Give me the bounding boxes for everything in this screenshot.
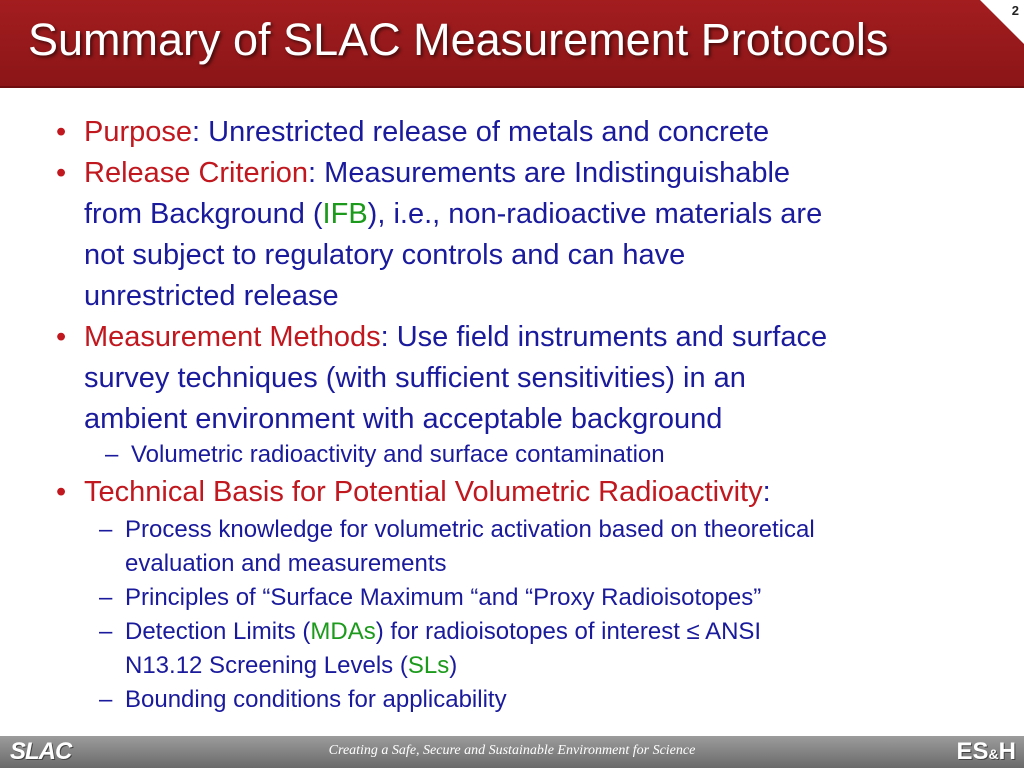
- bullet-icon: •: [56, 321, 67, 353]
- release-line-3: not subject to regulatory controls and can have: [84, 239, 686, 271]
- detection-line-1: [125, 615, 975, 649]
- dash-icon: –: [99, 686, 113, 713]
- sls-abbr: SLs: [407, 652, 450, 679]
- bullet-icon: •: [56, 157, 67, 189]
- detection-line-2: [125, 649, 975, 683]
- purpose-text: Unrestricted release of metals and concrete: [208, 116, 770, 148]
- esh-logo-amp: &: [988, 746, 999, 762]
- ifb-abbr: IFB: [322, 198, 368, 230]
- bullet-measurement-methods: [56, 317, 984, 440]
- purpose-sep: :: [192, 116, 209, 148]
- release-line-2: [84, 194, 984, 235]
- esh-logo-h: H: [998, 738, 1016, 765]
- methods-label: Measurement Methods: [84, 321, 381, 353]
- technical-sub-1-line-2: evaluation and measurements: [125, 550, 447, 577]
- bullet-purpose: [56, 112, 984, 153]
- release-text-2b: ), i.e., non-radioactive materials are: [367, 198, 823, 230]
- detection-text-2b: ): [449, 652, 458, 679]
- sub-bullet-detection-limits: [99, 615, 975, 683]
- sub-bullet-volumetric: [105, 438, 981, 472]
- methods-line-1: [84, 317, 984, 358]
- sub-bullet-principles: [99, 581, 975, 615]
- release-label: Release Criterion: [84, 157, 309, 189]
- methods-line-2: survey techniques (with sufficient sensitivities) in an: [84, 362, 746, 394]
- release-line-4: unrestricted release: [84, 280, 339, 312]
- dash-icon: –: [105, 441, 119, 468]
- bullet-icon: •: [56, 476, 67, 508]
- release-text-1: : Measurements are Indistinguishable: [308, 157, 791, 189]
- slide-title: Summary of SLAC Measurement Protocols: [28, 14, 889, 65]
- technical-colon: :: [762, 476, 771, 508]
- technical-sub-1-line-1: Process knowledge for volumetric activation based on theoretical: [125, 516, 815, 543]
- bullet-release-criterion: [56, 153, 984, 317]
- dash-icon: –: [99, 516, 113, 543]
- footer-bar: [0, 736, 1024, 768]
- detection-text-1b: ) for radioisotopes of interest ≤ ANSI: [375, 618, 762, 645]
- dash-icon: –: [99, 584, 113, 611]
- bullet-technical-basis: [56, 472, 984, 513]
- esh-logo: [957, 738, 1016, 766]
- methods-line-3: ambient environment with acceptable background: [84, 403, 723, 435]
- slac-logo: SLAC: [10, 738, 72, 765]
- purpose-label: Purpose: [84, 116, 193, 148]
- esh-logo-es: ES: [956, 738, 989, 765]
- detection-text-1a: Detection Limits (: [125, 618, 311, 645]
- methods-text-1: : Use field instruments and surface: [380, 321, 828, 353]
- sub-bullet-bounding: [99, 683, 975, 717]
- sub-bullet-process-knowledge: [99, 513, 975, 581]
- technical-label: Technical Basis for Potential Volumetric Radioactivity: [84, 476, 763, 508]
- mdas-abbr: MDAs: [310, 618, 376, 645]
- footer-tagline: Creating a Safe, Secure and Sustainable Environment for Science: [328, 743, 696, 758]
- release-text-2a: from Background (: [84, 198, 323, 230]
- page-number: 2: [1011, 3, 1019, 18]
- title-bar: [0, 0, 1024, 88]
- release-line-1: [84, 153, 984, 194]
- methods-sub-1: Volumetric radioactivity and surface contamination: [131, 441, 665, 468]
- technical-sub-2: Principles of “Surface Maximum “and “Proxy Radioisotopes”: [125, 584, 762, 611]
- technical-sub-4: Bounding conditions for applicability: [125, 686, 507, 713]
- bullet-icon: •: [56, 116, 67, 148]
- dash-icon: –: [99, 618, 113, 645]
- detection-text-2a: N13.12 Screening Levels (: [125, 652, 408, 679]
